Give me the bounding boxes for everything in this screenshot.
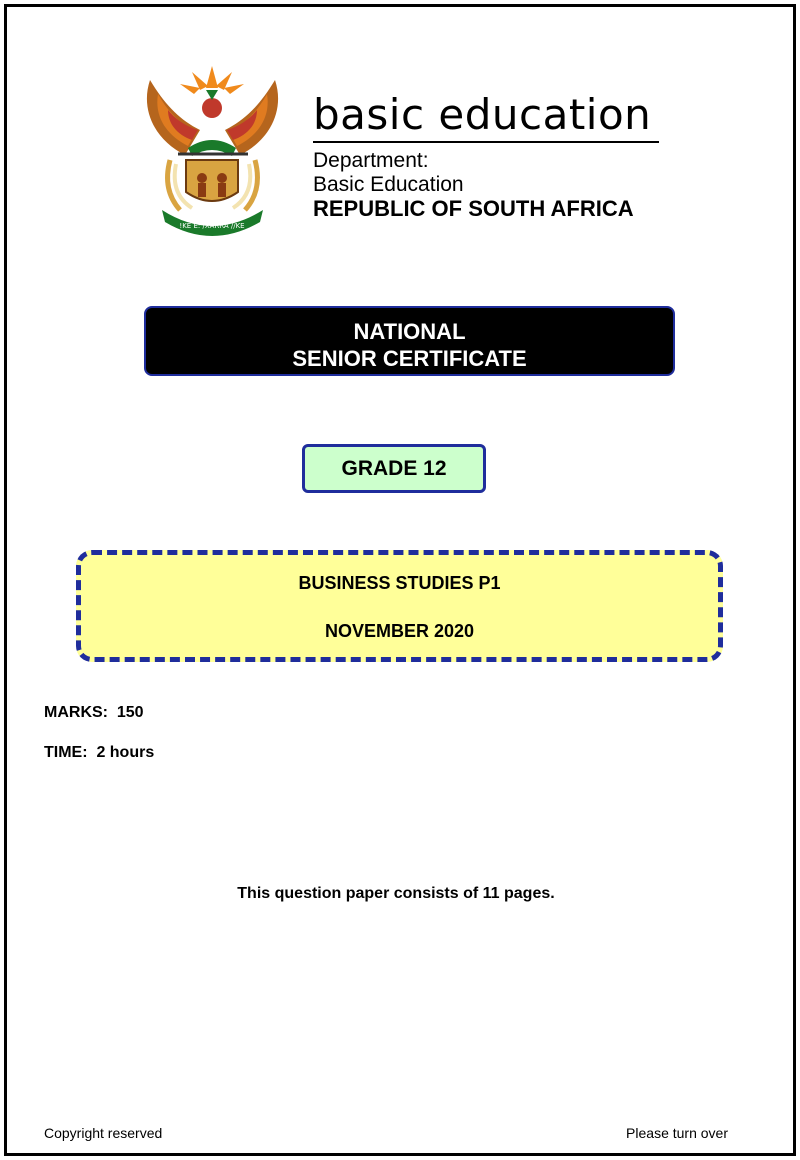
copyright-footer: Copyright reserved: [44, 1125, 163, 1141]
department-brand: basic education: [313, 90, 652, 139]
certificate-title-box: [144, 306, 675, 376]
crest-motto: !KE E: /XARRA //KE: [179, 222, 245, 230]
exam-date: NOVEMBER 2020: [324, 621, 475, 641]
certificate-title-line1: NATIONAL: [353, 319, 466, 344]
department-heading: [313, 92, 663, 221]
department-name: Basic Education: [313, 173, 464, 196]
turn-over-footer: Please turn over: [626, 1125, 728, 1141]
page-count-note: This question paper consists of 11 pages.: [237, 885, 555, 902]
country-name: REPUBLIC OF SOUTH AFRICA: [313, 196, 634, 221]
subject-name: BUSINESS STUDIES P1: [298, 573, 501, 593]
department-label: Department:: [313, 149, 429, 172]
certificate-title-line2: SENIOR CERTIFICATE: [292, 346, 527, 371]
subject-box: [76, 550, 723, 662]
coat-of-arms-icon: [140, 60, 285, 240]
marks-total: MARKS: 150: [44, 704, 144, 721]
brand-underline: [313, 141, 659, 143]
time-allowed: TIME: 2 hours: [44, 744, 155, 761]
grade-badge: GRADE 12: [302, 444, 486, 493]
